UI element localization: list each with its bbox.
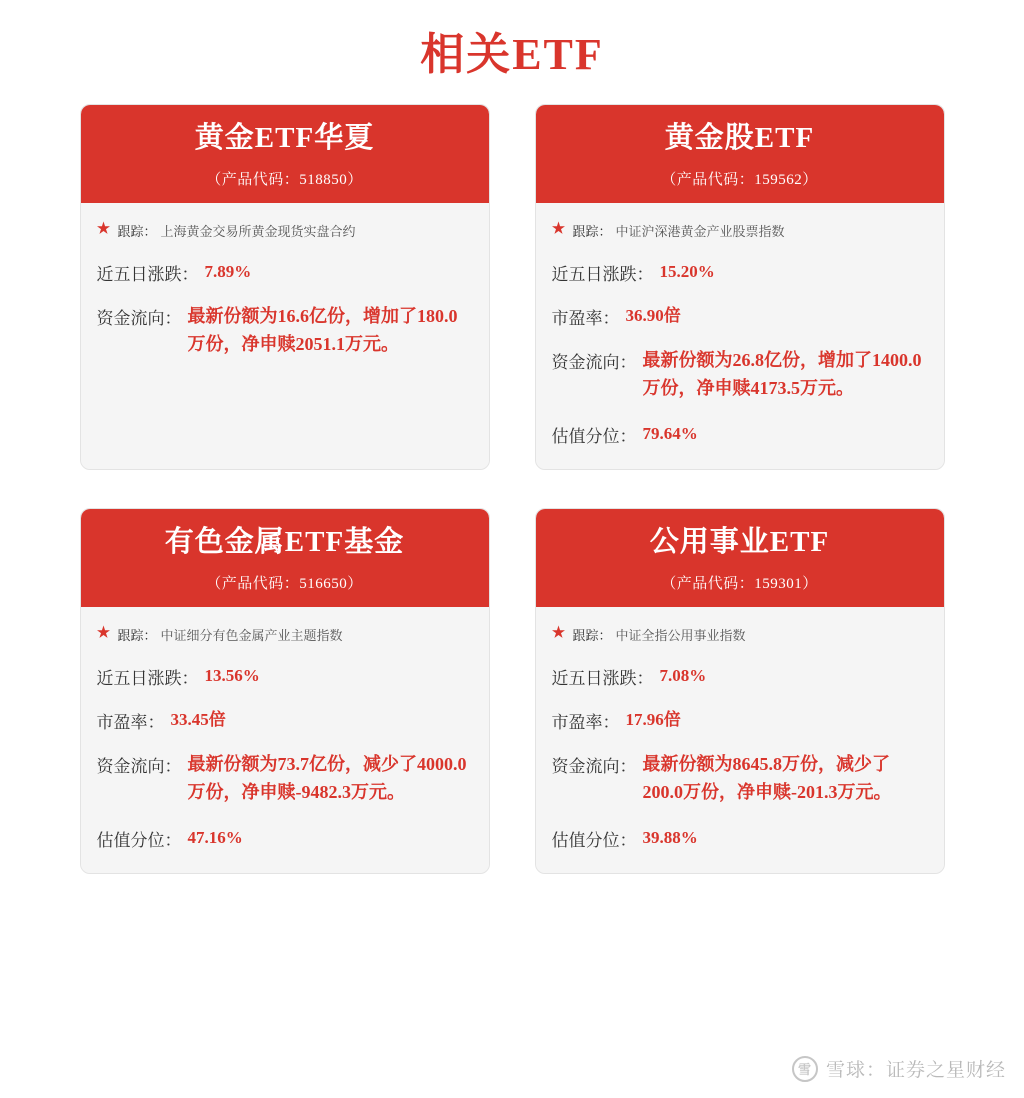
star-icon: ★ — [96, 222, 111, 238]
fund-flow-value: 最新份额为16.6亿份，增加了180.0万份，净申赎2051.1万元。 — [187, 306, 458, 355]
track-label: 跟踪： — [117, 627, 157, 643]
pe-ratio-value: 33.45倍 — [170, 709, 226, 729]
xueqiu-logo-icon: 雪 — [792, 1056, 818, 1082]
etf-card-body — [536, 203, 944, 469]
track-row — [81, 207, 489, 250]
pe-ratio-label: 市盈率： — [96, 712, 165, 732]
track-row — [536, 207, 944, 250]
five-day-change-value: 15.20% — [659, 261, 715, 281]
fund-flow-value: 最新份额为26.8亿份，增加了1400.0万份，净申赎4173.5万元。 — [642, 350, 922, 399]
fund-flow-value: 最新份额为8645.8万份，减少了200.0万份，净申赎-201.3万元。 — [642, 754, 892, 803]
pe-ratio-row — [81, 698, 489, 742]
five-day-change-value: 13.56% — [204, 665, 260, 685]
fund-flow-row — [536, 338, 944, 412]
pe-ratio-row — [536, 294, 944, 338]
fund-flow-row — [81, 742, 489, 816]
track-label: 跟踪： — [572, 627, 612, 643]
five-day-change-label: 近五日涨跌： — [551, 668, 654, 688]
valuation-percentile-value: 79.64% — [642, 424, 698, 444]
etf-code: （产品代码：159301） — [661, 575, 818, 592]
track-value: 中证细分有色金属产业主题指数 — [160, 627, 343, 643]
etf-name: 有色金属ETF基金 — [164, 525, 405, 558]
watermark — [792, 1055, 1006, 1082]
etf-card[interactable] — [535, 104, 945, 470]
five-day-change-value: 7.08% — [659, 665, 707, 685]
star-icon: ★ — [96, 626, 111, 642]
etf-name: 黄金股ETF — [664, 122, 815, 154]
track-value: 上海黄金交易所黄金现货实盘合约 — [160, 223, 356, 239]
etf-name: 黄金ETF华夏 — [194, 122, 375, 154]
fund-flow-row — [81, 294, 489, 368]
five-day-change-label: 近五日涨跌： — [551, 264, 654, 284]
track-row — [81, 611, 489, 654]
fund-flow-label: 资金流向： — [551, 757, 637, 777]
etf-card[interactable] — [80, 104, 490, 470]
etf-code: （产品代码：159562） — [661, 171, 818, 188]
valuation-percentile-row — [536, 816, 944, 860]
five-day-change-value: 7.89% — [204, 261, 252, 281]
etf-card-header — [81, 105, 489, 203]
track-label: 跟踪： — [117, 223, 157, 239]
star-icon: ★ — [551, 222, 566, 238]
etf-card-grid — [0, 104, 1024, 874]
track-row — [536, 611, 944, 654]
pe-ratio-value: 36.90倍 — [625, 306, 681, 326]
five-day-change-row — [536, 250, 944, 294]
valuation-percentile-value: 47.16% — [187, 828, 243, 848]
fund-flow-label: 资金流向： — [96, 309, 182, 329]
etf-card-header — [81, 509, 489, 607]
etf-card[interactable] — [535, 508, 945, 874]
page-title: 相关ETF — [420, 30, 604, 79]
etf-card-header — [536, 105, 944, 203]
fund-flow-label: 资金流向： — [96, 757, 182, 777]
valuation-percentile-label: 估值分位： — [551, 427, 637, 447]
five-day-change-row — [536, 654, 944, 698]
etf-card[interactable] — [80, 508, 490, 874]
valuation-percentile-value: 39.88% — [642, 828, 698, 848]
valuation-percentile-row — [81, 816, 489, 860]
etf-card-body — [81, 203, 489, 469]
valuation-percentile-label: 估值分位： — [96, 831, 182, 851]
track-value: 中证沪深港黄金产业股票指数 — [615, 223, 785, 239]
fund-flow-label: 资金流向： — [551, 353, 637, 373]
pe-ratio-row — [536, 698, 944, 742]
watermark-text: 雪球：证券之星财经 — [825, 1060, 1006, 1081]
etf-code: （产品代码：516650） — [206, 575, 363, 592]
star-icon: ★ — [551, 626, 566, 642]
track-label: 跟踪： — [572, 223, 612, 239]
fund-flow-value: 最新份额为73.7亿份，减少了4000.0万份，净申赎-9482.3万元。 — [187, 754, 467, 803]
pe-ratio-label: 市盈率： — [551, 712, 620, 732]
etf-card-header — [536, 509, 944, 607]
five-day-change-label: 近五日涨跌： — [96, 668, 199, 688]
etf-card-body — [81, 607, 489, 873]
pe-ratio-value: 17.96倍 — [625, 709, 681, 729]
valuation-percentile-label: 估值分位： — [551, 831, 637, 851]
etf-name: 公用事业ETF — [649, 525, 830, 558]
five-day-change-row — [81, 250, 489, 294]
fund-flow-row — [536, 742, 944, 816]
valuation-percentile-row — [536, 412, 944, 456]
track-value: 中证全指公用事业指数 — [615, 627, 746, 643]
pe-ratio-label: 市盈率： — [551, 309, 620, 329]
five-day-change-label: 近五日涨跌： — [96, 264, 199, 284]
etf-card-body — [536, 607, 944, 873]
five-day-change-row — [81, 654, 489, 698]
etf-code: （产品代码：518850） — [206, 171, 363, 188]
